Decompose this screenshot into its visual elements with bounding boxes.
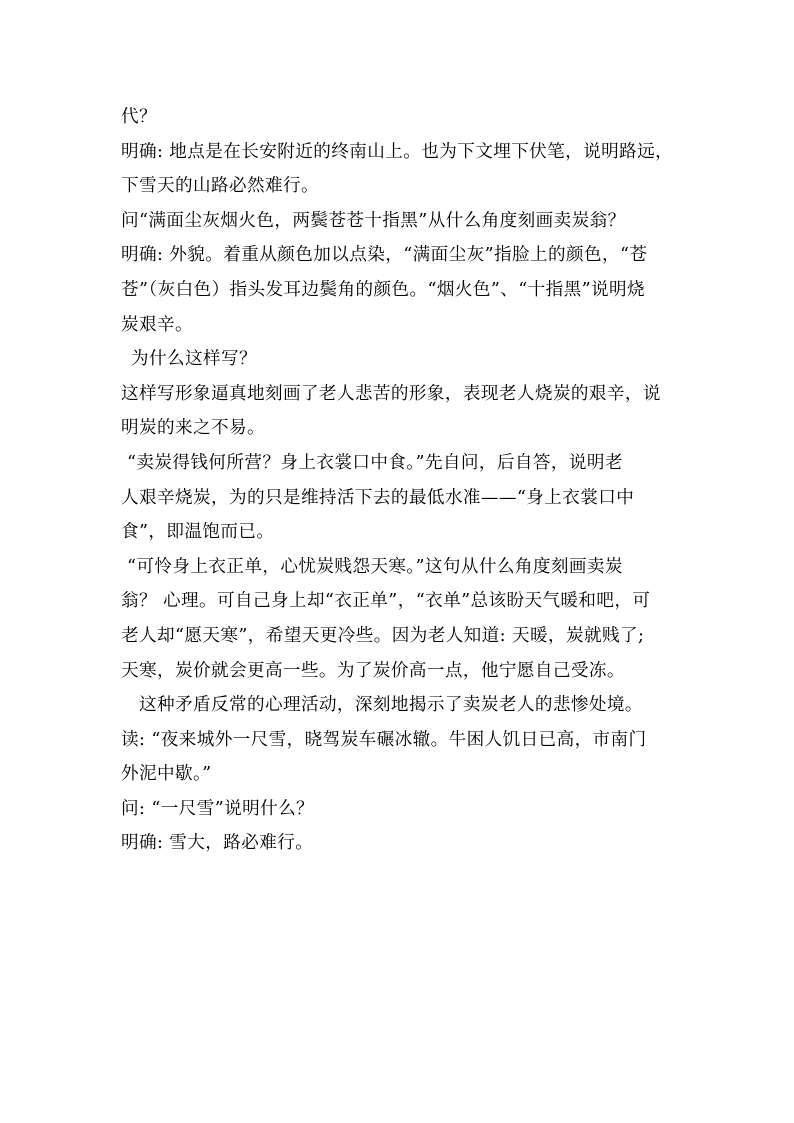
- text-line-9: 这样写形象逼真地刻画了老人悲苦的形象，表现老人烧炭的艰辛，说: [121, 383, 661, 404]
- text-line-2: 明确: 地点是在长安附近的终南山上。也为下文埋下伏笔，说明路远，: [121, 141, 674, 162]
- text-line-17: 天寒，炭价就会更高一些。为了炭价高一点，他宁愿自己受冻。: [121, 660, 625, 681]
- text-line-1: 代？: [121, 107, 157, 127]
- text-line-20: 外泥中歇。”: [121, 764, 212, 785]
- text-line-18: 这种矛盾反常的心理活动，深刻地揭示了卖炭老人的悲惨处境。: [139, 695, 643, 716]
- body-text: [121, 100, 681, 861]
- text-line-3: 下雪天的山路必然难行。: [121, 176, 319, 197]
- text-line-16: 老人却“愿天寒”，希望天更冷些。因为老人知道: 天暖，炭就贱了;: [121, 625, 645, 646]
- text-line-22: 明确: 雪大，路必难行。: [121, 833, 314, 854]
- text-line-11: “卖炭得钱何所营？身上衣裳口中食。”先自问，后自答，说明老: [127, 452, 623, 473]
- text-line-19: 读: “夜来城外一尺雪，晓驾炭车碾冰辙。牛困人饥日已高，市南门: [121, 729, 647, 750]
- text-line-6: 苍”（灰白色）指头发耳边鬓角的颜色。“烟火色”、“十指黑”说明烧: [121, 279, 646, 300]
- text-line-13: 食”，即温饱而已。: [121, 522, 275, 543]
- text-line-8: 为什么这样写？: [131, 349, 257, 370]
- text-line-4: 问“满面尘灰烟火色，两鬓苍苍十指黑”从什么角度刻画卖炭翁？: [121, 210, 626, 231]
- text-line-5: 明确: 外貌。着重从颜色加以点染，“满面尘灰”指脸上的颜色，“苍: [121, 245, 648, 266]
- text-line-10: 明炭的来之不易。: [121, 418, 265, 439]
- text-line-21: 问: “一尺雪”说明什么？: [121, 798, 315, 819]
- text-line-15: 翁？ 心理。可自己身上却“衣正单”，“衣单”总该盼天气暖和吧，可: [121, 591, 651, 612]
- text-line-7: 炭艰辛。: [121, 314, 193, 335]
- text-line-14: “可怜身上衣正单，心忧炭贱怨天寒。”这句从什么角度刻画卖炭: [127, 556, 623, 577]
- text-line-12: 人艰辛烧炭，为的只是维持活下去的最低水准——“身上衣裳口中: [121, 487, 635, 508]
